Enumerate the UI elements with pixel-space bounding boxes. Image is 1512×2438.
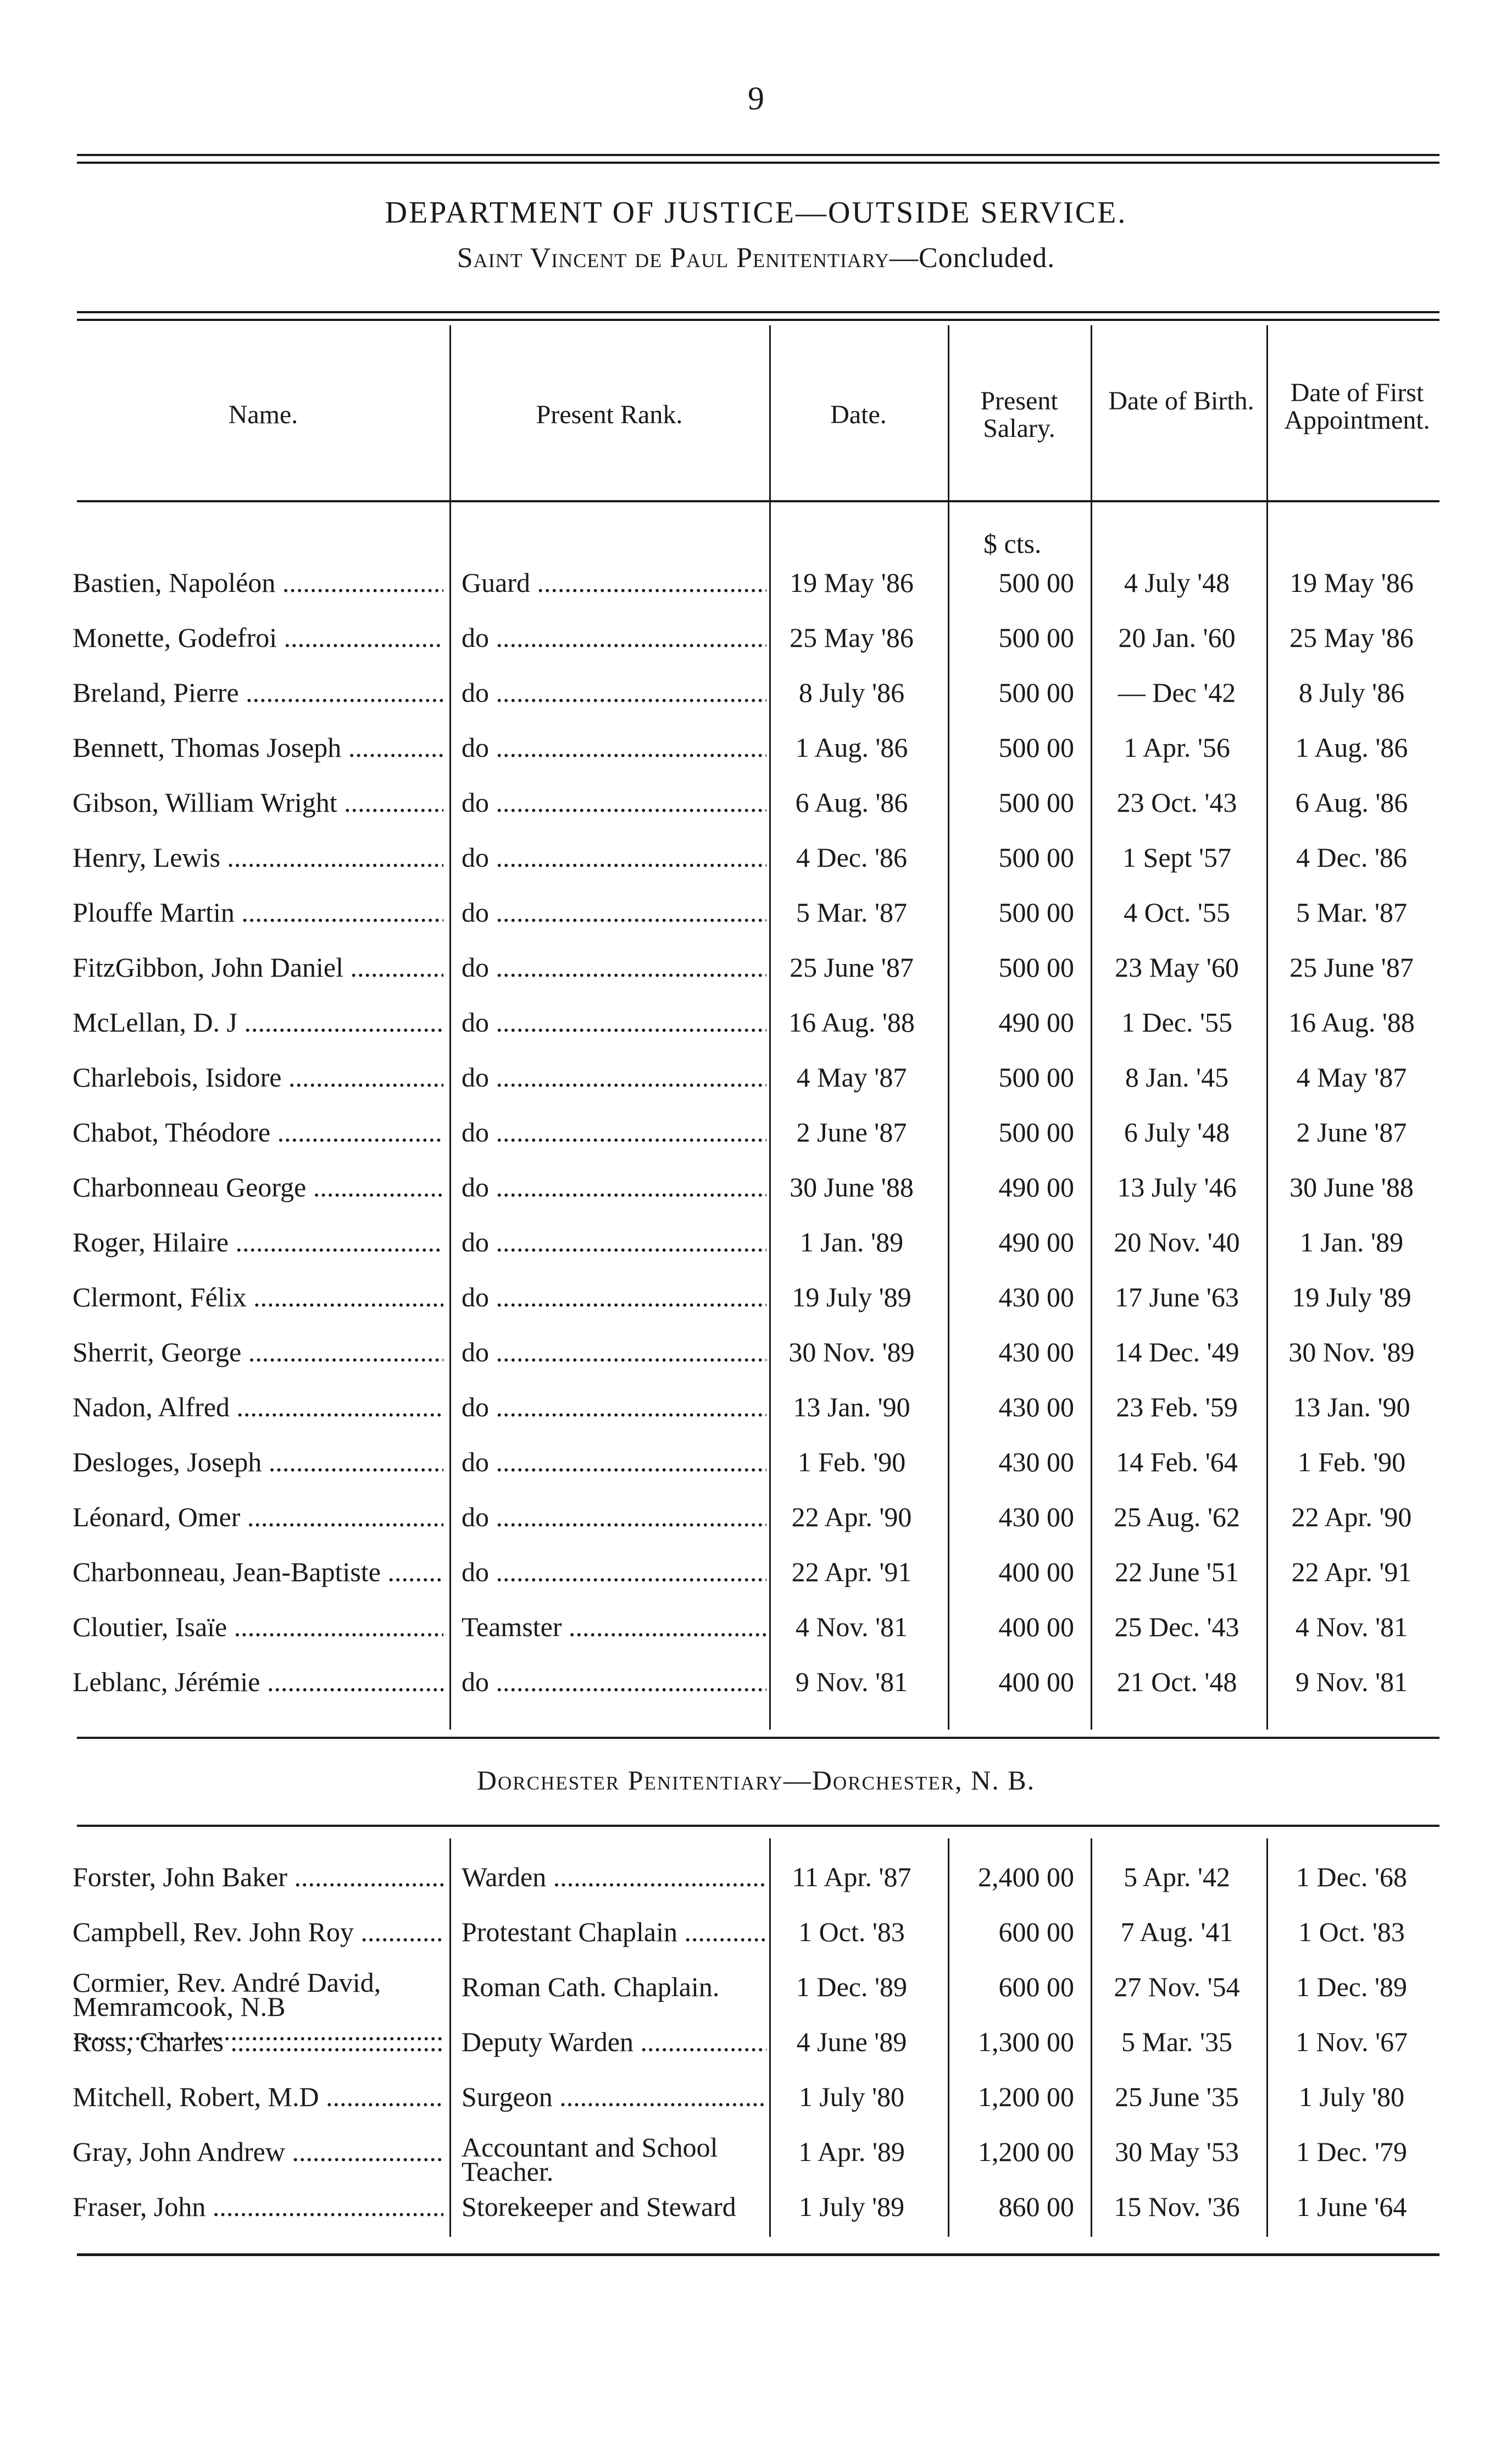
section-title-dorchester: Dorchester Penitentiary—Dorchester, N. B.	[476, 1765, 1036, 1796]
cell-date: 9 Nov. '81	[795, 1666, 908, 1697]
header-date: Date.	[830, 400, 887, 429]
cell-first-appointment: 1 July '80	[1298, 2081, 1405, 2112]
cell-first-appointment: 8 July '86	[1298, 677, 1405, 708]
cell-date: 25 May '86	[790, 622, 914, 653]
cell-first-appointment: 1 Dec. '79	[1296, 2136, 1407, 2167]
cell-date: 1 Dec. '89	[796, 1971, 907, 2002]
cell-rank: Storekeeper and Steward	[462, 2191, 736, 2222]
table-row	[0, 1336, 1512, 1390]
cell-name: Henry, Lewis .....	[73, 841, 443, 874]
cell-date: 11 Apr. '87	[792, 1861, 911, 1892]
table-row	[0, 2025, 1512, 2080]
subtitle	[0, 242, 1512, 274]
cell-birth: 20 Nov. '40	[1114, 1227, 1240, 1257]
table-row	[0, 1555, 1512, 1610]
cell-name: Roger, Hilaire .....	[73, 1226, 443, 1259]
cell-first-appointment: 22 Apr. '91	[1291, 1556, 1412, 1587]
cell-rank: do .....	[462, 1555, 766, 1588]
table-row	[0, 621, 1512, 676]
cell-salary: 500 00	[998, 1062, 1074, 1093]
cell-birth: 14 Dec. '49	[1114, 1337, 1239, 1367]
cell-first-appointment: 1 Nov. '67	[1295, 2026, 1408, 2057]
cell-date: 1 July '80	[798, 2081, 905, 2112]
cell-birth: 21 Oct. '48	[1116, 1666, 1237, 1697]
cell-birth: 13 July '46	[1117, 1172, 1237, 1203]
cell-rank: Warden .....	[462, 1860, 766, 1893]
cell-date: 6 Aug. '86	[795, 787, 908, 818]
cell-first-appointment: 30 June '88	[1289, 1172, 1414, 1203]
cell-name: Clermont, Félix .....	[73, 1281, 443, 1314]
cell-rank: do .....	[462, 841, 766, 874]
cell-date: 1 Oct. '83	[798, 1916, 905, 1947]
cell-salary: 500 00	[998, 732, 1074, 763]
table-row	[0, 2080, 1512, 2135]
cell-first-appointment: 6 Aug. '86	[1295, 787, 1408, 818]
cell-first-appointment: 5 Mar. '87	[1296, 897, 1408, 928]
cell-salary: 600 00	[998, 1916, 1074, 1947]
table-row	[0, 1970, 1512, 2025]
cell-date: 4 May '87	[796, 1062, 907, 1093]
cell-name: Campbell, Rev. John Roy .....	[73, 1915, 443, 1948]
table-row	[0, 896, 1512, 951]
table-row	[0, 841, 1512, 896]
cell-rank: Roman Cath. Chaplain.	[462, 1971, 720, 2002]
cell-rank: do .....	[462, 1500, 766, 1533]
cell-birth: 1 Apr. '56	[1124, 732, 1230, 763]
table-row	[0, 2190, 1512, 2245]
cell-date: 4 June '89	[796, 2026, 907, 2057]
cell-birth: 15 Nov. '36	[1114, 2191, 1240, 2222]
cell-first-appointment: 1 Dec. '68	[1296, 1861, 1407, 1892]
section-divider-rule	[77, 1737, 1439, 1739]
cell-first-appointment: 30 Nov. '89	[1288, 1337, 1415, 1367]
cell-salary: 490 00	[998, 1172, 1074, 1203]
cell-birth: 4 July '48	[1124, 567, 1230, 598]
cell-date: 19 July '89	[792, 1282, 911, 1312]
cell-rank: Teamster .....	[462, 1610, 766, 1643]
cell-date: 4 Dec. '86	[796, 842, 907, 873]
cell-birth: 27 Nov. '54	[1114, 1971, 1240, 2002]
cell-birth: 25 Aug. '62	[1114, 1501, 1240, 1532]
subtitle-place: Saint Vincent de Paul Penitentiary	[457, 242, 890, 274]
table-row	[0, 676, 1512, 731]
cell-name: Gibson, William Wright .....	[73, 786, 443, 819]
cell-birth: 14 Feb. '64	[1116, 1447, 1238, 1477]
cell-salary: 1,200 00	[978, 2136, 1074, 2167]
cell-name: Charbonneau, Jean-Baptiste .....	[73, 1555, 443, 1588]
cell-first-appointment: 19 May '86	[1289, 567, 1414, 598]
cell-salary: 500 00	[998, 567, 1074, 598]
header-rank: Present Rank.	[536, 400, 683, 429]
cell-first-appointment: 1 Oct. '83	[1298, 1916, 1405, 1947]
cell-rank: do .....	[462, 1171, 766, 1204]
cell-date: 30 Nov. '89	[788, 1337, 915, 1367]
currency-label: $ cts.	[983, 528, 1042, 559]
table-row	[0, 786, 1512, 841]
cell-birth: 30 May '53	[1115, 2136, 1239, 2167]
cell-rank: do .....	[462, 1061, 766, 1094]
cell-first-appointment: 1 Dec. '89	[1296, 1971, 1407, 2002]
cell-first-appointment: 13 Jan. '90	[1293, 1392, 1410, 1422]
cell-date: 22 Apr. '91	[791, 1556, 912, 1587]
cell-birth: 5 Mar. '35	[1121, 2026, 1233, 2057]
cell-name: Charlebois, Isidore .....	[73, 1061, 443, 1094]
cell-name: Bennett, Thomas Joseph .....	[73, 731, 443, 764]
table-row	[0, 1915, 1512, 1970]
cell-name: FitzGibbon, John Daniel .....	[73, 951, 443, 984]
header-birth: Date of Birth.	[1108, 386, 1254, 415]
cell-salary: 500 00	[998, 787, 1074, 818]
table-row	[0, 1116, 1512, 1171]
cell-salary: 400 00	[998, 1556, 1074, 1587]
table-row	[0, 1860, 1512, 1915]
cell-first-appointment: 1 Jan. '89	[1299, 1227, 1404, 1257]
cell-name: Leblanc, Jérémie .....	[73, 1665, 443, 1698]
cell-first-appointment: 1 Aug. '86	[1295, 732, 1408, 763]
cell-salary: 2,400 00	[978, 1861, 1074, 1892]
cell-rank: do .....	[462, 1665, 766, 1698]
cell-name: McLellan, D. J .....	[73, 1006, 443, 1039]
cell-birth: 17 June '63	[1115, 1282, 1239, 1312]
cell-salary: 1,300 00	[978, 2026, 1074, 2057]
cell-birth: — Dec '42	[1118, 677, 1236, 708]
cell-rank: do .....	[462, 676, 766, 709]
cell-name: Breland, Pierre .....	[73, 676, 443, 709]
cell-birth: 23 May '60	[1115, 952, 1239, 983]
cell-rank: Deputy Warden .....	[462, 2025, 766, 2058]
section2-top-rule	[77, 1825, 1439, 1827]
table-row	[0, 566, 1512, 621]
cell-salary: 860 00	[998, 2191, 1074, 2222]
cell-birth: 5 Apr. '42	[1124, 1861, 1230, 1892]
cell-birth: 1 Sept '57	[1122, 842, 1231, 873]
cell-first-appointment: 16 Aug. '88	[1288, 1007, 1415, 1038]
cell-rank: do .....	[462, 1226, 766, 1259]
cell-date: 30 June '88	[790, 1172, 914, 1203]
cell-date: 22 Apr. '90	[791, 1501, 912, 1532]
cell-salary: 400 00	[998, 1611, 1074, 1642]
cell-birth: 23 Oct. '43	[1116, 787, 1237, 818]
cell-rank: Guard .....	[462, 566, 766, 599]
cell-name: Charbonneau George .....	[73, 1171, 443, 1204]
header-name: Name.	[228, 400, 298, 429]
cell-name: Gray, John Andrew .....	[73, 2135, 443, 2168]
cell-rank: do .....	[462, 896, 766, 929]
cell-first-appointment: 4 Dec. '86	[1296, 842, 1407, 873]
table-row	[0, 1226, 1512, 1281]
table-row	[0, 1390, 1512, 1445]
cell-salary: 430 00	[998, 1282, 1074, 1312]
cell-rank: Protestant Chaplain .....	[462, 1915, 766, 1948]
header-first-appointment: Date of First Appointment.	[1284, 378, 1430, 435]
table-row	[0, 1445, 1512, 1500]
cell-birth: 25 June '35	[1115, 2081, 1239, 2112]
cell-salary: 430 00	[998, 1337, 1074, 1367]
cell-date: 1 Aug. '86	[795, 732, 908, 763]
cell-date: 1 Jan. '89	[799, 1227, 904, 1257]
cell-name: Chabot, Théodore .....	[73, 1116, 443, 1149]
cell-date: 1 Feb. '90	[797, 1447, 906, 1477]
cell-first-appointment: 1 June '64	[1296, 2191, 1407, 2222]
table-row	[0, 2135, 1512, 2190]
cell-salary: 490 00	[998, 1227, 1074, 1257]
table-row	[0, 1281, 1512, 1336]
header-bottom-rule	[77, 500, 1439, 502]
cell-name: Cormier, Rev. André David, Memramcook, N.B .....	[73, 1970, 443, 2043]
cell-name: Plouffe Martin .....	[73, 896, 443, 929]
cell-rank: do .....	[462, 1336, 766, 1368]
table-row	[0, 951, 1512, 1006]
table-row	[0, 1171, 1512, 1226]
cell-salary: 400 00	[998, 1666, 1074, 1697]
cell-first-appointment: 25 June '87	[1289, 952, 1414, 983]
cell-rank: do .....	[462, 951, 766, 984]
cell-rank: do .....	[462, 731, 766, 764]
subtitle-suffix: —Concluded.	[889, 242, 1055, 274]
cell-salary: 430 00	[998, 1501, 1074, 1532]
table-row	[0, 1610, 1512, 1665]
cell-rank: Surgeon .....	[462, 2080, 766, 2113]
cell-rank: do .....	[462, 1445, 766, 1478]
table-row	[0, 1061, 1512, 1116]
cell-salary: 500 00	[998, 622, 1074, 653]
cell-salary: 1,200 00	[978, 2081, 1074, 2112]
cell-date: 19 May '86	[790, 567, 914, 598]
cell-rank: do .....	[462, 1281, 766, 1314]
cell-birth: 6 July '48	[1124, 1117, 1230, 1148]
cell-date: 16 Aug. '88	[788, 1007, 915, 1038]
table-row	[0, 731, 1512, 786]
cell-first-appointment: 19 July '89	[1292, 1282, 1411, 1312]
cell-rank: do .....	[462, 1390, 766, 1423]
cell-birth: 4 Oct. '55	[1124, 897, 1230, 928]
cell-salary: 500 00	[998, 1117, 1074, 1148]
cell-salary: 490 00	[998, 1007, 1074, 1038]
cell-date: 8 July '86	[798, 677, 905, 708]
cell-name: Sherrit, George .....	[73, 1336, 443, 1368]
cell-birth: 20 Jan. '60	[1118, 622, 1236, 653]
cell-birth: 7 Aug. '41	[1120, 1916, 1233, 1947]
cell-name: Léonard, Omer .....	[73, 1500, 443, 1533]
cell-date: 25 June '87	[790, 952, 914, 983]
cell-first-appointment: 4 May '87	[1296, 1062, 1407, 1093]
table-top-rule	[77, 311, 1439, 321]
cell-date: 4 Nov. '81	[795, 1611, 908, 1642]
cell-name: Nadon, Alfred .....	[73, 1390, 443, 1423]
cell-salary: 500 00	[998, 842, 1074, 873]
cell-birth: 8 Jan. '45	[1125, 1062, 1229, 1093]
cell-first-appointment: 9 Nov. '81	[1295, 1666, 1408, 1697]
cell-first-appointment: 25 May '86	[1289, 622, 1414, 653]
cell-date: 5 Mar. '87	[796, 897, 908, 928]
cell-rank: Accountant and School Teacher.	[462, 2135, 718, 2184]
cell-name: Desloges, Joseph .....	[73, 1445, 443, 1478]
cell-salary: 500 00	[998, 952, 1074, 983]
cell-rank: do .....	[462, 1006, 766, 1039]
cell-first-appointment: 22 Apr. '90	[1291, 1501, 1412, 1532]
department-title: DEPARTMENT OF JUSTICE—OUTSIDE SERVICE.	[385, 196, 1127, 230]
cell-first-appointment: 2 June '87	[1296, 1117, 1407, 1148]
cell-salary: 430 00	[998, 1447, 1074, 1477]
cell-rank: do .....	[462, 1116, 766, 1149]
cell-name: Monette, Godefroi .....	[73, 621, 443, 654]
top-double-rule	[77, 154, 1439, 164]
cell-name: Forster, John Baker .....	[73, 1860, 443, 1893]
cell-date: 13 Jan. '90	[793, 1392, 910, 1422]
cell-date: 2 June '87	[796, 1117, 907, 1148]
header-salary: Present Salary.	[980, 386, 1058, 443]
cell-birth: 22 June '51	[1115, 1556, 1239, 1587]
page-number: 9	[748, 80, 764, 117]
cell-name: Mitchell, Robert, M.D .....	[73, 2080, 443, 2113]
cell-salary: 600 00	[998, 1971, 1074, 2002]
cell-first-appointment: 4 Nov. '81	[1295, 1611, 1408, 1642]
bottom-rule	[77, 2253, 1439, 2256]
table-row	[0, 1500, 1512, 1555]
table-row	[0, 1665, 1512, 1720]
table-row	[0, 1006, 1512, 1061]
cell-salary: 430 00	[998, 1392, 1074, 1422]
cell-birth: 1 Dec. '55	[1121, 1007, 1232, 1038]
cell-first-appointment: 1 Feb. '90	[1297, 1447, 1406, 1477]
cell-rank: do .....	[462, 621, 766, 654]
cell-name: Ross, Charles .....	[73, 2025, 443, 2058]
cell-date: 1 July '89	[798, 2191, 905, 2222]
cell-birth: 23 Feb. '59	[1116, 1392, 1238, 1422]
cell-birth: 25 Dec. '43	[1114, 1611, 1239, 1642]
cell-rank: do .....	[462, 786, 766, 819]
cell-salary: 500 00	[998, 897, 1074, 928]
cell-salary: 500 00	[998, 677, 1074, 708]
cell-name: Fraser, John .....	[73, 2190, 443, 2223]
cell-date: 1 Apr. '89	[798, 2136, 905, 2167]
cell-name: Cloutier, Isaïe .....	[73, 1610, 443, 1643]
cell-name: Bastien, Napoléon .....	[73, 566, 443, 599]
